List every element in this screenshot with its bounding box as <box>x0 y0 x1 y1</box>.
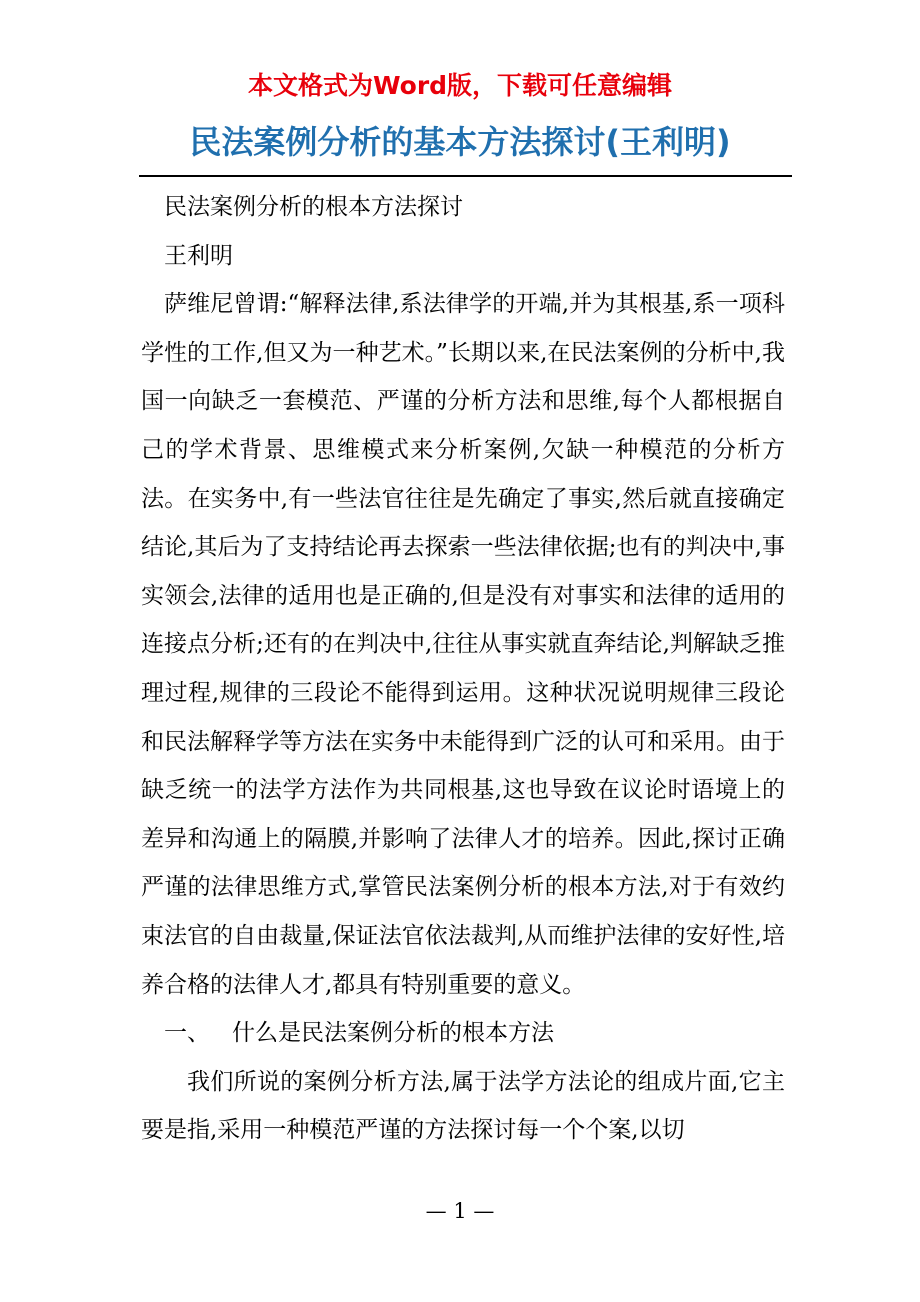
document-body <box>141 183 785 1155</box>
body-paragraph-1: 萨维尼曾谓:“解释法律,系法律学的开端,并为其根基,系一项科学性的工作,但又为一种艺术。”长期以来,在民法案例的分析中,我国一向缺乏一套模范、严谨的分析方法和思维,每个人都根据自己的学术背景、思维模式来分析案例,欠缺一种模范的分析方法。在实务中,有一些法官往往是先确定了事实,然后就直接确定结论,其后为了支持结论再去探索一些法律依据;也有的判决中,事实领会,法律的适用也是正确的,但是没有对事实和法律的适用的连接点分析;还有的在判决中,往往从事实就直奔结论,判解缺乏推理过程,规律的三段论不能得到运用。这种状况说明规律三段论和民法解释学等方法在实务中未能得到广泛的认可和采用。由于缺乏统一的法学方法作为共同根基,这也导致在议论时语境上的差异和沟通上的隔膜,并影响了法律人才的培养。因此,探讨正确严谨的法律思维方式,掌管民法案例分析的根本方法,对于有效约束法官的自由裁量,保证法官依法裁判,从而维护法律的安好性,培养合格的法律人才,都具有特别重要的意义。 <box>141 291 785 998</box>
title-divider <box>139 175 792 177</box>
editable-format-banner: 本文格式为Word版，下载可任意编辑 <box>247 71 673 100</box>
section-number: 一、 <box>164 1020 210 1047</box>
article-subtitle: 民法案例分析的根本方法探讨 <box>164 194 463 220</box>
author-name: 王利明 <box>164 242 233 269</box>
section-heading-1 <box>141 1009 785 1058</box>
page-number: — 1 — <box>425 1199 495 1223</box>
section-title: 什么是民法案例分析的根本方法 <box>231 1020 554 1047</box>
body-paragraph-2: 我们所说的案例分析方法,属于法学方法论的组成片面,它主要是指,采用一种模范严谨的方法探讨每一个个案,以切 <box>141 1068 785 1144</box>
document-title: 民法案例分析的基本方法探讨(王利明) <box>189 123 731 161</box>
